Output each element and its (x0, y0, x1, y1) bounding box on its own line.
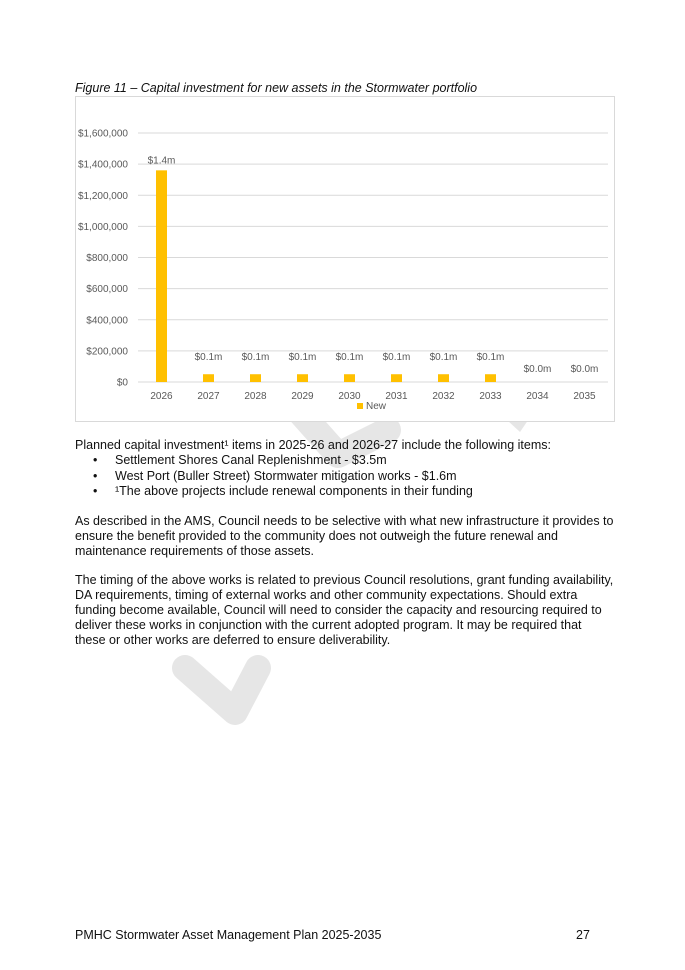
list-item (93, 484, 613, 500)
bar (250, 374, 261, 382)
y-tick-label: $0 (116, 377, 128, 389)
legend-label: New (366, 401, 387, 412)
x-tick-label: 2028 (244, 391, 267, 402)
chart-container (75, 96, 615, 422)
x-tick-label: 2035 (573, 391, 596, 402)
data-label: $0.1m (194, 352, 223, 364)
list-item-text: ¹The above projects include renewal components in their funding (115, 484, 473, 498)
x-tick-label: 2034 (526, 391, 549, 402)
data-label: $1.4m (147, 155, 176, 167)
data-label: $0.1m (335, 352, 364, 364)
bar (344, 374, 355, 382)
data-label: $0.1m (476, 352, 505, 364)
bar-chart (76, 97, 616, 423)
y-tick-label: $1,000,000 (77, 221, 128, 233)
list-item-text: West Port (Buller Street) Stormwater mitigation works - $1.6m (115, 468, 457, 483)
bar (297, 374, 308, 382)
page-number: 27 (576, 928, 590, 942)
y-tick-label: $1,200,000 (77, 190, 128, 202)
figure-caption: Figure 11 – Capital investment for new assets in the Stormwater portfolio (75, 81, 478, 95)
bullet-glyph: • (93, 484, 98, 498)
items-list (93, 453, 613, 500)
list-item-text: Settlement Shores Canal Replenishment - $3.5m (115, 453, 387, 467)
x-tick-label: 2031 (385, 391, 408, 402)
bar (156, 170, 167, 382)
bullet-glyph: • (93, 468, 98, 483)
paragraph-ams: As described in the AMS, Council needs to be selective with what new infrastructure it provides to ensure the benefit provided to the community does not outweigh the future renewal and maintenance requirements of those assets. (75, 514, 614, 558)
data-label: $0.1m (288, 352, 317, 364)
y-tick-label: $200,000 (86, 346, 128, 358)
bullet-glyph: • (93, 453, 98, 467)
list-item (93, 453, 613, 469)
y-tick-label: $600,000 (86, 284, 128, 296)
y-tick-label: $400,000 (86, 315, 128, 327)
bar (391, 374, 402, 382)
x-tick-label: 2026 (150, 391, 173, 402)
data-label: $0.0m (523, 364, 552, 375)
y-tick-label: $800,000 (86, 253, 128, 264)
paragraph-timing: The timing of the above works is related to previous Council resolutions, grant funding availability, DA requirements, timing of external works and other community expectations. Should extra funding become available, Council will need to consider the capacity and resourcing required to deliver these works in conjunction with the current adopted program. It may be required that these or other works are deferred to ensure deliverability. (75, 573, 614, 647)
x-tick-label: 2032 (432, 391, 455, 402)
data-label: $0.1m (241, 352, 270, 364)
bar (203, 374, 214, 382)
x-tick-label: 2027 (197, 391, 220, 402)
legend-swatch (357, 403, 363, 409)
intro-text: Planned capital investment¹ items in 2025-26 and 2026-27 include the following items: (75, 438, 551, 452)
footer-title: PMHC Stormwater Asset Management Plan 2025-2035 (75, 928, 382, 942)
data-label: $0.0m (570, 364, 599, 375)
x-tick-label: 2029 (291, 391, 314, 402)
bar (438, 374, 449, 382)
x-tick-label: 2030 (338, 391, 361, 402)
list-item (93, 469, 613, 485)
y-tick-label: $1,400,000 (77, 159, 128, 171)
data-label: $0.1m (382, 352, 411, 364)
x-tick-label: 2033 (479, 391, 502, 402)
bar (485, 374, 496, 382)
data-label: $0.1m (429, 352, 458, 364)
y-tick-label: $1,600,000 (77, 128, 128, 140)
